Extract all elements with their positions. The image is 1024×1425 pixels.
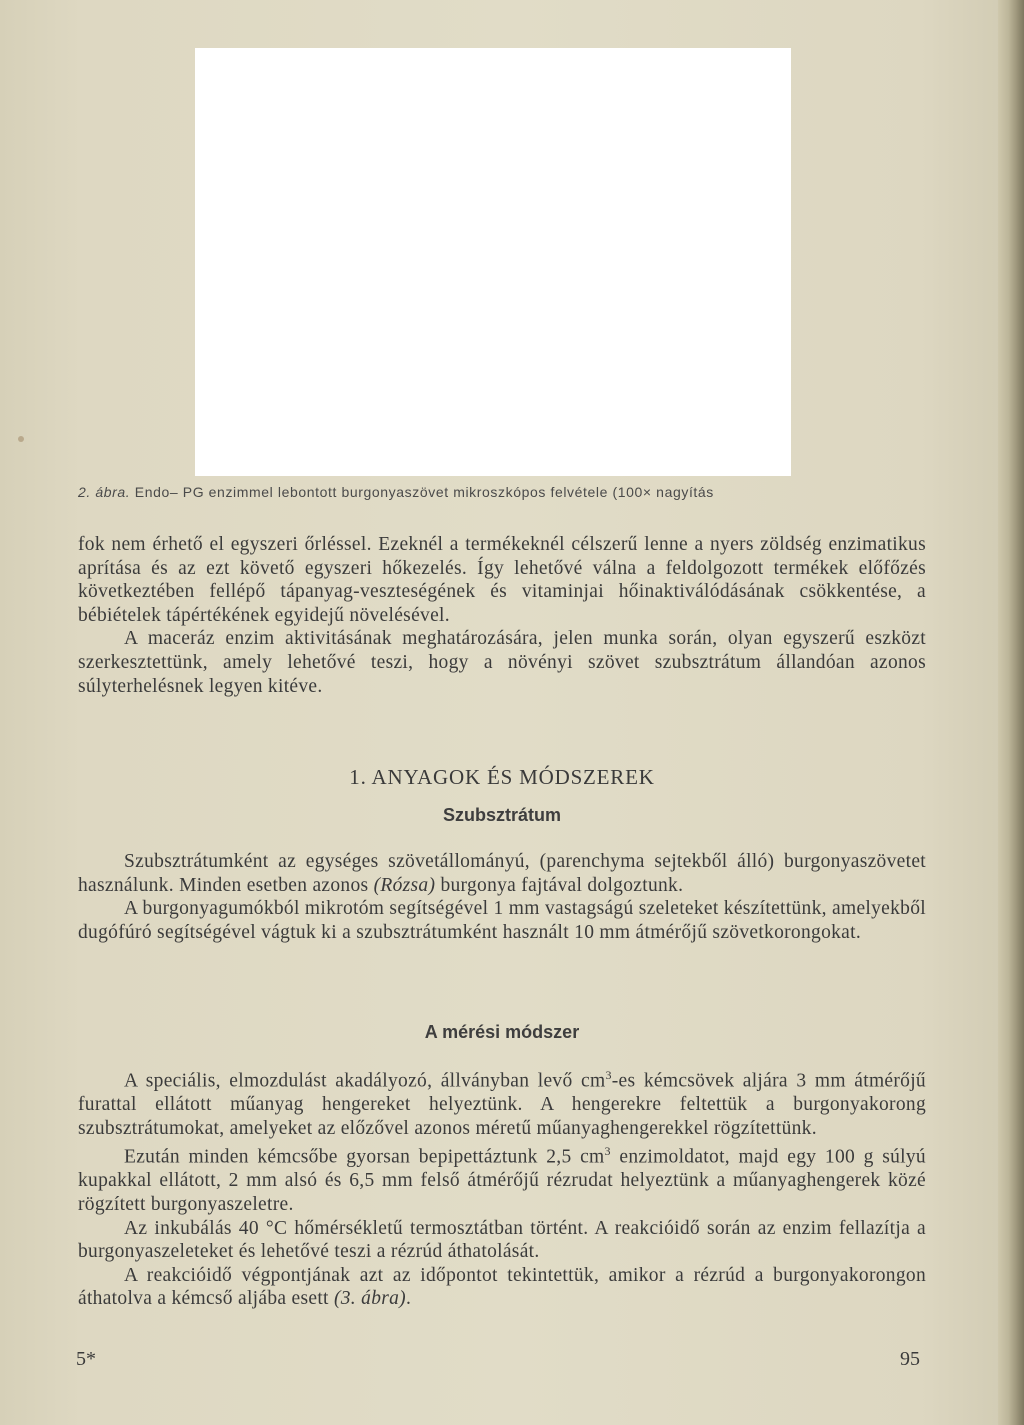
method-paragraph-3: Az inkubálás 40 °C hőmérsékletű termosztátban történt. A reakcióidő során az enzim fellazítja a burgonyaszeleteket és lehetővé teszi a rézrúd áthatolását. bbox=[78, 1217, 926, 1263]
method-text bbox=[78, 1064, 926, 1311]
method-paragraph-2-a: Ezután minden kémcsőbe gyorsan bepipettáztunk 2,5 cm bbox=[124, 1146, 605, 1168]
method-paragraph-2 bbox=[78, 1140, 926, 1216]
method-paragraph-4 bbox=[78, 1264, 926, 1311]
subheading-method: A mérési módszer bbox=[424, 1022, 580, 1042]
method-paragraph-2-sup: 3 bbox=[604, 1144, 611, 1159]
section-heading: 1. ANYAGOK ÉS MÓDSZEREK bbox=[349, 765, 655, 789]
substrate-paragraph-1-a: Szubsztrátumként az egységes szövetállományú, (parenchyma sejtekből álló) burgonyaszövetet használunk. Minden esetben azonos bbox=[78, 851, 926, 896]
figure-caption bbox=[78, 484, 948, 500]
figure-caption-label: 2. ábra. bbox=[78, 484, 131, 500]
method-paragraph-1-b: -es kémcsövek aljára 3 mm átmérőjű furattal ellátott műanyag hengereket helyeztünk. A hengerekre feltettük a burgonyakorong szubsztrátumokat, amelyeket az előzővel azonos méretű műanyaghengerekkel rögzítettünk. bbox=[78, 1070, 926, 1139]
paper-spot bbox=[18, 436, 24, 442]
subheading-substrate: Szubsztrátum bbox=[442, 805, 561, 825]
method-paragraph-1 bbox=[78, 1064, 926, 1140]
method-paragraph-2-b: enzimoldatot, majd egy 100 g súlyú kupakkal ellátott, 2 mm alsó és 6,5 mm felső átmérőjű rézrudat helyeztünk a műanyaghengerek közé rögzített burgonyaszeletre. bbox=[78, 1146, 926, 1215]
page-number: 95 bbox=[900, 1348, 920, 1370]
page-binding-edge bbox=[998, 0, 1024, 1425]
intro-text bbox=[78, 533, 926, 698]
substrate-paragraph-2: A burgonyagumókból mikrotóm segítségével 1 mm vastagságú szeleteket készítettünk, amelyekből dugófúró segítségével vágtuk ki a szubsztrátumként használt 10 mm átmérőjű szövetkorongokat. bbox=[78, 898, 926, 943]
substrate-paragraph-1-b: burgonya fajtával dolgoztunk. bbox=[435, 874, 684, 896]
intro-paragraph-2: A maceráz enzim aktivitásának meghatározására, jelen munka során, olyan egyszerű eszközt szerkesztettünk, amely lehetővé teszi, hogy a növényi szövet szubsztrátum állandóan azonos súlyterhelésnek legyen kitéve. bbox=[78, 628, 926, 697]
signature-mark: 5* bbox=[76, 1348, 96, 1370]
figure-reference: (3. ábra) bbox=[333, 1288, 406, 1310]
figure-image-placeholder bbox=[195, 48, 791, 476]
method-paragraph-1-sup: 3 bbox=[605, 1068, 612, 1082]
method-paragraph-1-a: A speciális, elmozdulást akadályozó, állványban levő cm bbox=[124, 1070, 606, 1092]
method-paragraph-4-b: . bbox=[405, 1288, 412, 1310]
intro-paragraph-1: fok nem érhető el egyszeri őrléssel. Ezeknél a termékeknél célszerű lenne a nyers zöldség enzimatikus aprítása és az ezt követő egyszeri hőkezelés. Így lehetővé válna a feldolgozott termékek előfőzés következtében fellépő tápanyag-veszteségének és vitaminjai hőinaktiválódásának csökkentése, a bébiételek tápértékének egyidejű növelésével. bbox=[78, 534, 926, 626]
method-paragraph-4-a: A reakcióidő végpontjának azt az időpontot tekintettük, amikor a rézrúd a burgonyakorongon áthatolva a kémcső aljába esett bbox=[78, 1264, 926, 1310]
variety-name: (Rózsa) bbox=[373, 874, 436, 896]
substrate-paragraph-1 bbox=[78, 850, 926, 897]
substrate-text bbox=[78, 850, 926, 944]
figure-caption-text: Endo– PG enzimmel lebontott burgonyaszövet mikroszkópos felvétele (100× nagyítás bbox=[134, 484, 714, 500]
